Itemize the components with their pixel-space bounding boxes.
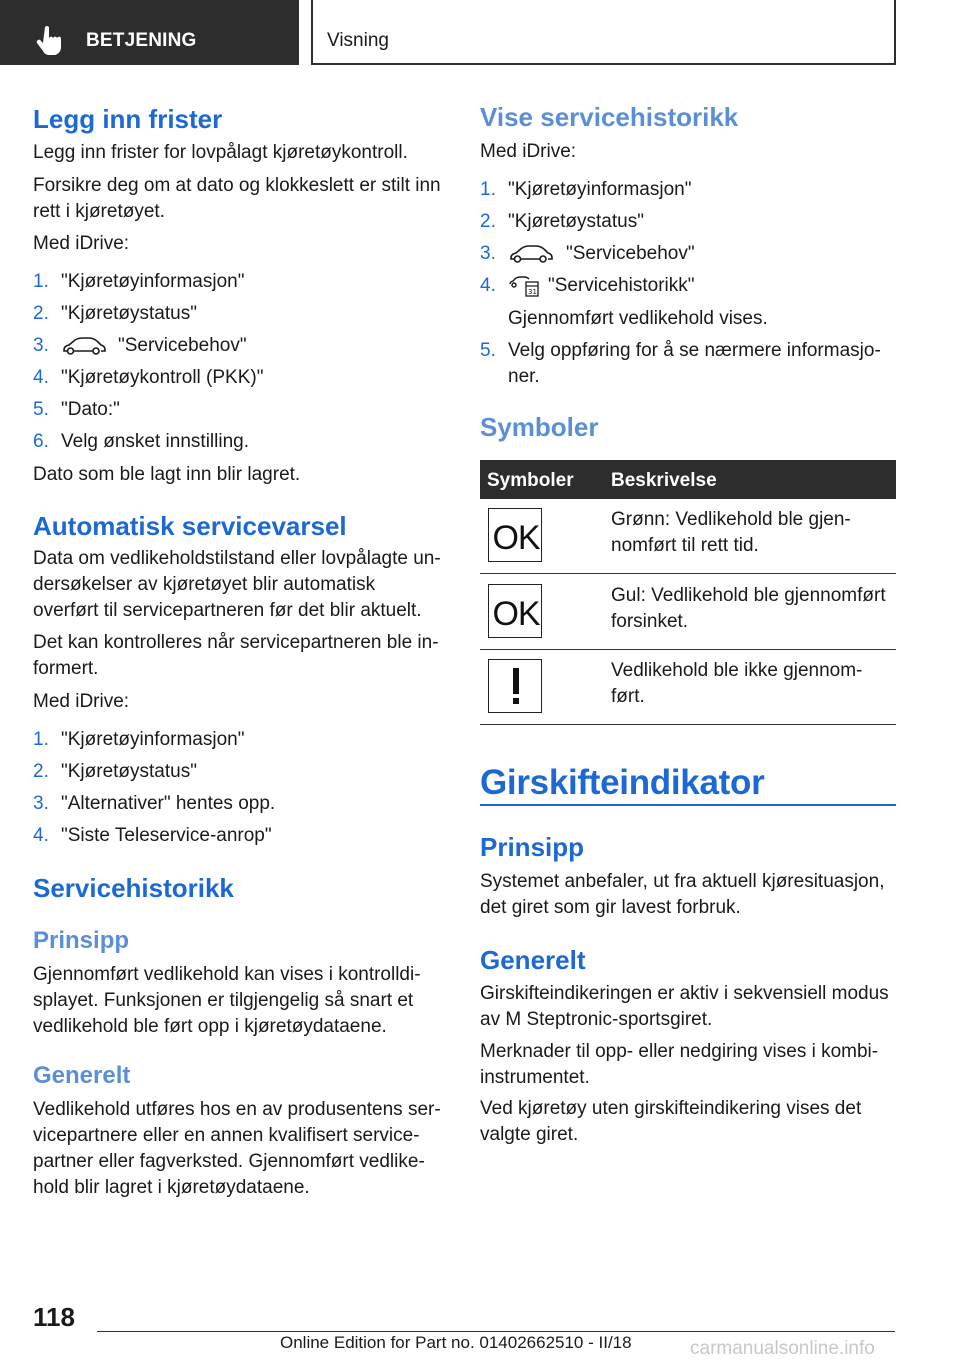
col-symbols-header: Symboler xyxy=(487,470,574,491)
history-title: Servicehistorikk xyxy=(33,873,234,903)
symbols-table-header xyxy=(480,460,896,499)
table-row xyxy=(480,650,896,725)
auto-p2: Det kan kontrolleres når servicepartneren ble in-formert. xyxy=(33,632,439,679)
deadlines-p3: Med iDrive: xyxy=(33,233,130,254)
car-icon xyxy=(61,336,107,356)
hand-pointer-icon xyxy=(36,25,66,57)
auto-p3: Med iDrive: xyxy=(33,691,130,712)
ok-green-icon: OK xyxy=(488,508,542,562)
table-row xyxy=(480,499,896,574)
ok-yellow-icon: OK xyxy=(488,584,542,638)
gear-title: Girskifteindikator xyxy=(480,763,765,802)
auto-p1: Data om vedlikeholdstilstand eller lovpålagte un-dersøkelser av kjøretøyet blir automatisk overført til servicepartneren før det blir aktuelt. xyxy=(33,548,441,621)
exclamation-icon xyxy=(488,659,542,713)
page-number: 118 xyxy=(33,1302,75,1332)
gear-general-p1: Girskifteindikeringen er aktiv i sekvensiell modus av M Steptronic-sportsgiret. xyxy=(480,983,889,1030)
step4-note: Gjennomført vedlikehold vises. xyxy=(508,308,768,329)
gear-general-p2: Merknader til opp- eller nedgiring vises i kombi-instrumentet. xyxy=(480,1041,879,1088)
show-history-p1: Med iDrive: xyxy=(480,141,577,162)
symbol-description: Vedlikehold ble ikke gjennom-ført. xyxy=(611,660,863,707)
car-icon xyxy=(508,244,554,264)
table-row xyxy=(480,575,896,650)
deadlines-after: Dato som ble lagt inn blir lagret. xyxy=(33,464,301,485)
edition-text: Online Edition for Part no. 01402662510 - II/18 xyxy=(280,1333,632,1352)
subsection-tab xyxy=(311,0,896,65)
auto-title: Automatisk servicevarsel xyxy=(33,511,347,541)
footer-rule xyxy=(97,1331,895,1332)
deadlines-p1: Legg inn frister for lovpålagt kjøretøykontroll. xyxy=(33,142,408,163)
symbols-title: Symboler xyxy=(480,412,599,442)
gear-general-title: Generelt xyxy=(480,945,586,975)
section-label: BETJENING xyxy=(86,30,197,51)
col-description-header: Beskrivelse xyxy=(611,470,717,491)
history-general-title: Generelt xyxy=(33,1062,131,1089)
svg-text:31: 31 xyxy=(528,288,537,296)
symbol-description: Gul: Vedlikehold ble gjennomført forsinket. xyxy=(611,585,886,632)
gear-principle-text: Systemet anbefaler, ut fra aktuell kjøresituasjon, det giret som gir lavest forbruk. xyxy=(480,871,885,918)
title-rule xyxy=(480,804,896,806)
history-principle-title: Prinsipp xyxy=(33,927,130,954)
history-general-text: Vedlikehold utføres hos en av produsentens ser-vicepartnere eller en annen kvalifisert service-partner eller fagverksted. Gjennomført vedlike-hold blir lagret i kjøretøydataene. xyxy=(33,1099,441,1198)
watermark: carmanualsonline.info xyxy=(690,1338,875,1359)
symbol-description: Grønn: Vedlikehold ble gjen-nomført til rett tid. xyxy=(611,509,851,556)
section-tab xyxy=(0,0,299,65)
car-calendar-icon xyxy=(508,276,540,298)
show-history-title: Vise servicehistorikk xyxy=(480,102,739,132)
step5-text: Velg oppføring for å se nærmere informasjo-ner. xyxy=(508,340,881,387)
gear-principle-title: Prinsipp xyxy=(480,832,585,862)
history-principle-text: Gjennomført vedlikehold kan vises i kontrolldi-splayet. Funksjonen er tilgjengelig så snart et vedlikehold ble ført opp i kjøretøydataene. xyxy=(33,964,421,1037)
subsection-label: Visning xyxy=(327,30,389,51)
deadlines-p2: Forsikre deg om at dato og klokkeslett er stilt inn rett i kjøretøyet. xyxy=(33,175,441,222)
gear-general-p3: Ved kjøretøy uten girskifteindikering vises det valgte giret. xyxy=(480,1098,862,1145)
deadlines-title: Legg inn frister xyxy=(33,104,223,134)
